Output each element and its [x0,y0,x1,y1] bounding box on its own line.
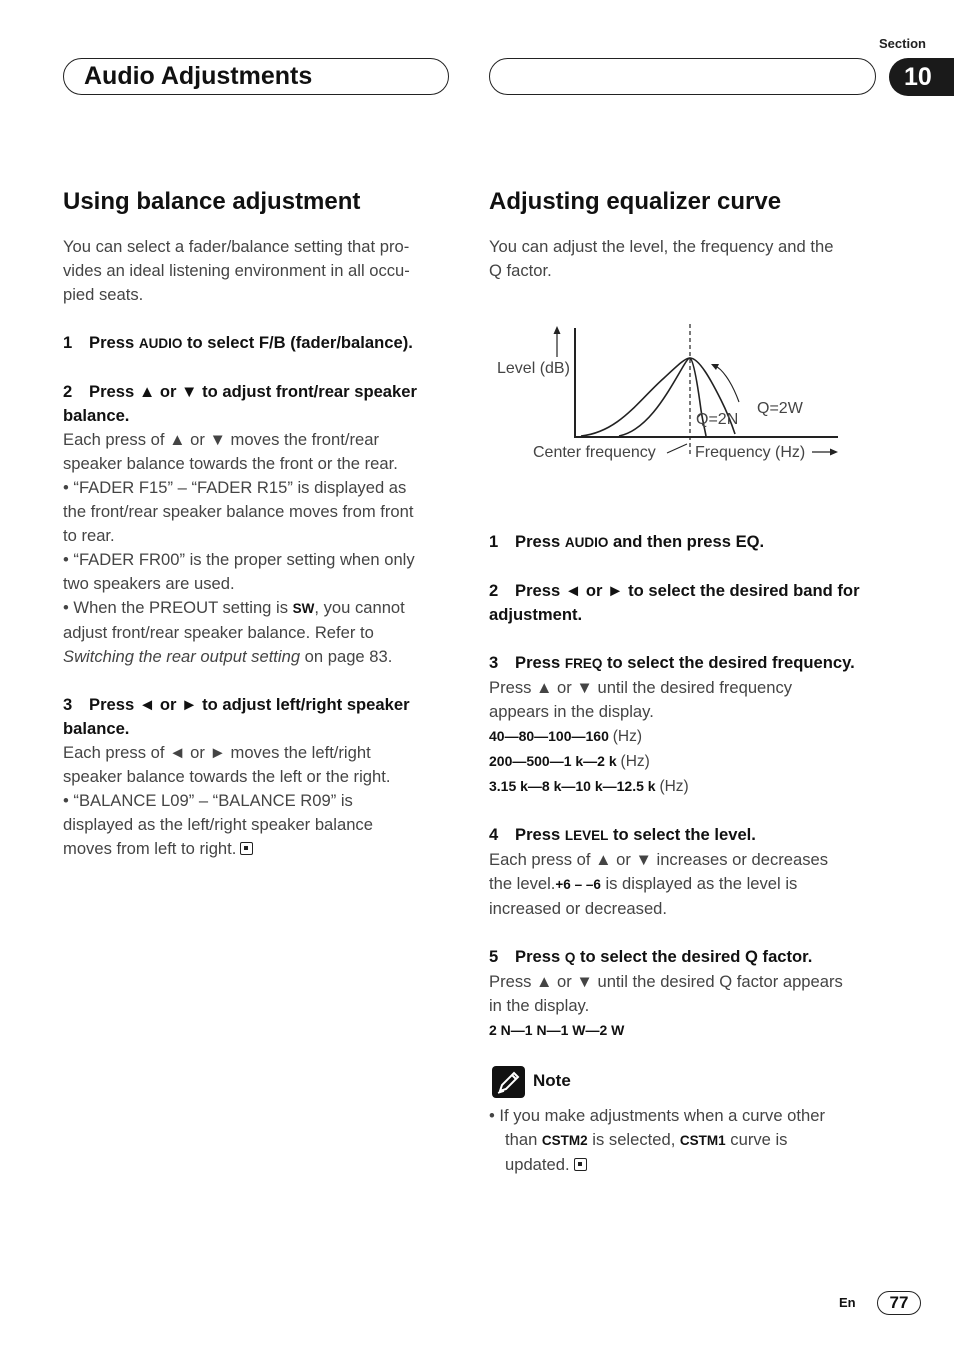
note-line [489,1153,884,1177]
step-text: Press ▲ or ▼ to adjust front/rear speaker [89,382,417,401]
note-body [489,1104,884,1177]
level-axis-label: Level (dB) [497,360,570,377]
step-text: Press [89,333,139,352]
step-number: 3 [489,653,499,672]
frequency-arrowhead [830,449,838,456]
left-step-1 [63,331,453,356]
sequence-values: 200—500—1 k—2 k [489,753,617,769]
q-sequence: 2 N—1 N—1 W—2 W [489,1022,625,1038]
note-line [489,1128,884,1153]
body-line: in the display. [489,996,590,1015]
step-text: and then press EQ. [608,532,765,551]
step-text: Press [515,653,565,672]
left-step-3 [63,693,453,717]
body-line: appears in the display. [489,702,654,721]
right-step-3 [489,651,884,676]
body-text: • When the PREOUT setting is [63,598,293,617]
right-step-1 [489,530,884,555]
body-line: • “BALANCE L09” – “BALANCE R09” is [63,791,353,810]
body-text: moves from left to right. [63,839,237,858]
center-frequency-label: Center frequency [533,444,656,461]
frequency-sequence [489,724,884,749]
body-line: to rear. [63,526,115,545]
body-line: speaker balance towards the left or the right. [63,767,391,786]
chapter-title-box [63,58,449,95]
step-text: to select the desired frequency. [602,653,855,672]
body-line: displayed as the left/right speaker balance [63,815,373,834]
body-line [489,872,884,897]
body-line: • “FADER FR00” is the proper setting when only [63,550,415,569]
right-step-5 [489,945,884,970]
sequence-values: 40—80—100—160 [489,728,609,744]
body-line: Press ▲ or ▼ until the desired frequency [489,678,793,697]
step-number: 1 [489,532,499,551]
eq-curve-diagram [489,320,849,470]
right-intro-line: You can adjust the level, the frequency and the [489,237,834,256]
frequency-axis-label: Frequency (Hz) [695,444,806,461]
unit-label: (Hz) [659,778,689,795]
cross-reference: Switching the rear output setting [63,647,301,666]
right-step-4 [489,823,884,848]
right-step-2-cont: adjustment. [489,605,583,624]
unit-label: (Hz) [612,728,643,745]
left-intro-line: You can select a fader/balance setting that pro- [63,237,410,256]
step-number: 3 [63,695,73,714]
left-step-3-cont: balance. [63,719,130,738]
step-number: 5 [489,947,499,966]
body-line: two speakers are used. [63,574,235,593]
body-text: curve is [725,1130,788,1149]
step-text: Press ◄ or ► to adjust left/right speaker [89,695,410,714]
body-text: the level. [489,874,556,893]
body-text: on page 83. [300,647,393,666]
right-heading: Adjusting equalizer curve [489,188,782,215]
body-line: speaker balance towards the front or the rear. [63,454,398,473]
right-intro [489,235,884,283]
q2w-label: Q=2W [757,400,803,417]
body-text: updated. [505,1155,570,1174]
header-empty-box [489,58,876,95]
body-line: Each press of ▲ or ▼ moves the front/rear [63,430,379,449]
step-text: to select F/B (fader/balance). [182,333,413,352]
body-line: increased or decreased. [489,899,668,918]
step-text: Press [515,532,565,551]
step-number: 2 [63,382,73,401]
left-heading: Using balance adjustment [63,188,361,215]
q2n-label: Q=2N [696,411,739,428]
step-text: to select the desired Q factor. [575,947,813,966]
step-number: 1 [63,333,73,352]
body-text: is displayed as the level is [600,874,798,893]
page-number: 77 [877,1291,921,1315]
key-label: AUDIO [138,336,183,351]
left-step-2 [63,380,453,404]
step-text: to select the level. [608,825,756,844]
left-step-2-cont: balance. [63,406,130,425]
language-label: En [839,1295,856,1310]
body-line: the front/rear speaker balance moves from front [63,502,414,521]
body-line: adjust front/rear speaker balance. Refer to [63,623,374,642]
end-mark-icon [240,842,253,855]
section-label: Section [879,36,926,51]
level-arrowhead [554,326,561,334]
right-steps [489,530,884,1042]
left-intro-line: vides an ideal listening environment in all occu- [63,261,410,280]
step-text: Press [515,825,565,844]
unit-label: (Hz) [620,753,650,770]
body-text: , you cannot [314,598,405,617]
right-intro-line: Q factor. [489,261,552,280]
key-label: FREQ [564,656,603,671]
key-label: LEVEL [564,828,609,843]
end-mark-icon [574,1158,587,1171]
body-line: Each press of ◄ or ► moves the left/right [63,743,371,762]
left-column [63,235,453,861]
center-pointer [667,444,687,453]
body-text: than [505,1130,542,1149]
key-label: AUDIO [564,535,609,550]
step-number: 4 [489,825,499,844]
body-text: is selected, [587,1130,680,1149]
note-pencil-icon [492,1066,525,1098]
sequence-values: 3.15 k—8 k—10 k—12.5 k [489,778,656,794]
body-line: Press ▲ or ▼ until the desired Q factor appears [489,972,843,991]
key-label: Q [564,950,576,965]
step-text: Press ◄ or ► to select the desired band for [515,581,860,600]
step-number: 2 [489,581,499,600]
right-step-2 [489,579,884,603]
chapter-title: Audio Adjustments [84,62,313,90]
section-number-badge: 10 [889,58,954,96]
body-line [63,645,453,669]
level-range: +6 – –6 [555,877,601,892]
q-narrow-curve [619,358,706,436]
step-text: Press [515,947,565,966]
body-line [63,837,453,861]
note-label: Note [533,1071,571,1090]
key-label: SW [292,601,315,616]
left-intro-line: pied seats. [63,285,144,304]
key-label: CSTM1 [679,1133,726,1148]
body-line: • “FADER F15” – “FADER R15” is displayed as [63,478,407,497]
body-line [63,596,453,621]
frequency-sequence [489,749,884,774]
body-line: Each press of ▲ or ▼ increases or decreases [489,850,829,869]
key-label: CSTM2 [541,1133,588,1148]
frequency-sequence [489,774,884,799]
note-line: • If you make adjustments when a curve other [489,1106,826,1125]
